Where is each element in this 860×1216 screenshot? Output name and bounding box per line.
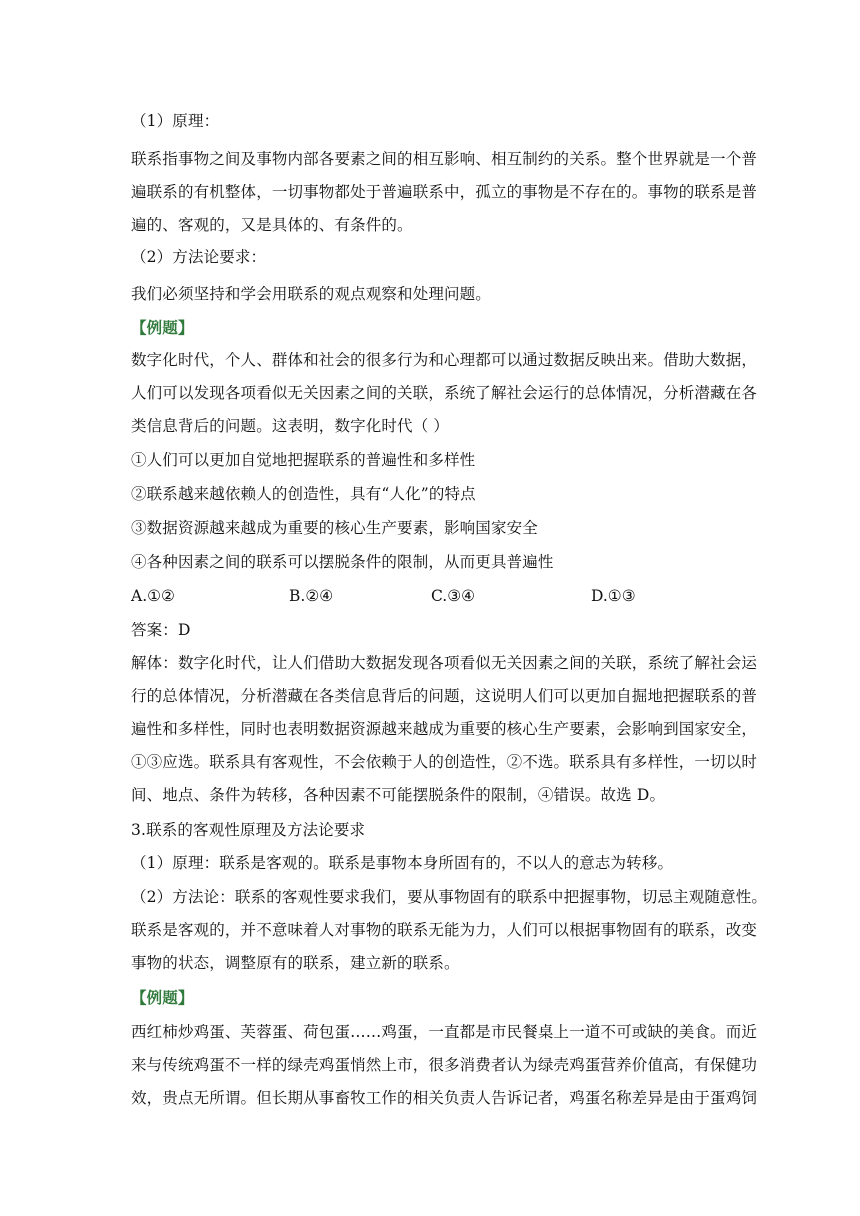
section-3-title: 3.联系的客观性原理及方法论要求: [131, 821, 366, 839]
principle-line-1: 联系指事物之间及事物内部各要素之间的相互影响、相互制约的关系。整个世界就是一个普: [131, 150, 758, 168]
principle-line-3: 遍的、客观的，又是具体的、有条件的。: [131, 216, 413, 234]
section-3-principle: （1）原理：联系是客观的。联系是事物本身所固有的，不以人的意志为转移。: [131, 854, 674, 872]
method-text: 我们必须坚持和学会用联系的观点观察和处理问题。: [131, 285, 491, 303]
choice-c: C.③④: [431, 587, 476, 605]
principle-line-2: 遍联系的有机整体，一切事物都处于普遍联系中，孤立的事物是不存在的。事物的联系是普: [131, 183, 758, 201]
example-1-question-line-2: 人们可以发现各项看似无关因素之间的关联，系统了解社会运行的总体情况，分析潜藏在各: [131, 384, 758, 402]
section-3-method-line-3: 事物的状态，调整原有的联系，建立新的联系。: [131, 954, 460, 972]
choice-b: B.②④: [289, 587, 334, 605]
example-1-explanation-line-1: 解体：数字化时代，让人们借助大数据发现各项看似无关因素之间的关联，系统了解社会运: [131, 654, 758, 672]
example-1-question-line-1: 数字化时代，个人、群体和社会的很多行为和心理都可以通过数据反映出来。借助大数据，: [131, 351, 758, 369]
example-2-line-3: 效，贵点无所谓。但长期从事畜牧工作的相关负责人告诉记者，鸡蛋名称差异是由于蛋鸡饲: [131, 1089, 758, 1107]
example-1-option-3: ③数据资源越来越成为重要的核心生产要素，影响国家安全: [131, 519, 538, 537]
example-1-label: 【例题】: [131, 318, 194, 337]
example-1-explanation-line-3: 遍性和多样性，同时也表明数据资源越来越成为重要的核心生产要素，会影响到国家安全，: [131, 720, 758, 738]
example-1-option-4: ④各种因素之间的联系可以摆脱条件的限制，从而更具普遍性: [131, 553, 554, 571]
section-3-method-line-2: 联系是客观的，并不意味着人对事物的联系无能为力，人们可以根据事物固有的联系，改变: [131, 921, 758, 939]
choice-d: D.①③: [591, 587, 636, 605]
example-2-line-1: 西红柿炒鸡蛋、芙蓉蛋、荷包蛋……鸡蛋，一直都是市民餐桌上一道不可或缺的美食。而近: [131, 1023, 758, 1041]
choice-a: A.①②: [131, 587, 175, 605]
example-2-label: 【例题】: [131, 988, 194, 1007]
example-1-choice-row: [131, 585, 741, 607]
example-1-explanation-line-2: 行的总体情况，分析潜藏在各类信息背后的问题，这说明人们可以更加自掘地把握联系的普: [131, 687, 758, 705]
example-1-question-line-3: 类信息背后的问题。这表明，数字化时代（ ）: [131, 417, 450, 435]
example-1-explanation-line-4: ①③应选。联系具有客观性，不会依赖于人的创造性，②不选。联系具有多样性，一切以时: [131, 753, 758, 771]
method-heading: （2）方法论要求：: [131, 248, 267, 266]
principle-heading: （1）原理：: [131, 112, 220, 130]
example-1-answer: 答案：D: [131, 621, 191, 639]
example-2-line-2: 来与传统鸡蛋不一样的绿壳鸡蛋悄然上市，很多消费者认为绿壳鸡蛋营养价值高，有保健功: [131, 1056, 758, 1074]
example-1-option-1: ①人们可以更加自觉地把握联系的普遍性和多样性: [131, 451, 476, 469]
section-3-method-line-1: （2）方法论：联系的客观性要求我们，要从事物固有的联系中把握事物，切忌主观随意性。: [131, 888, 768, 906]
example-1-option-2: ②联系越来越依赖人的创造性，具有“人化”的特点: [131, 485, 476, 503]
example-1-explanation-line-5: 间、地点、条件为转移，各种因素不可能摆脱条件的限制，④错误。故选 D。: [131, 786, 666, 804]
